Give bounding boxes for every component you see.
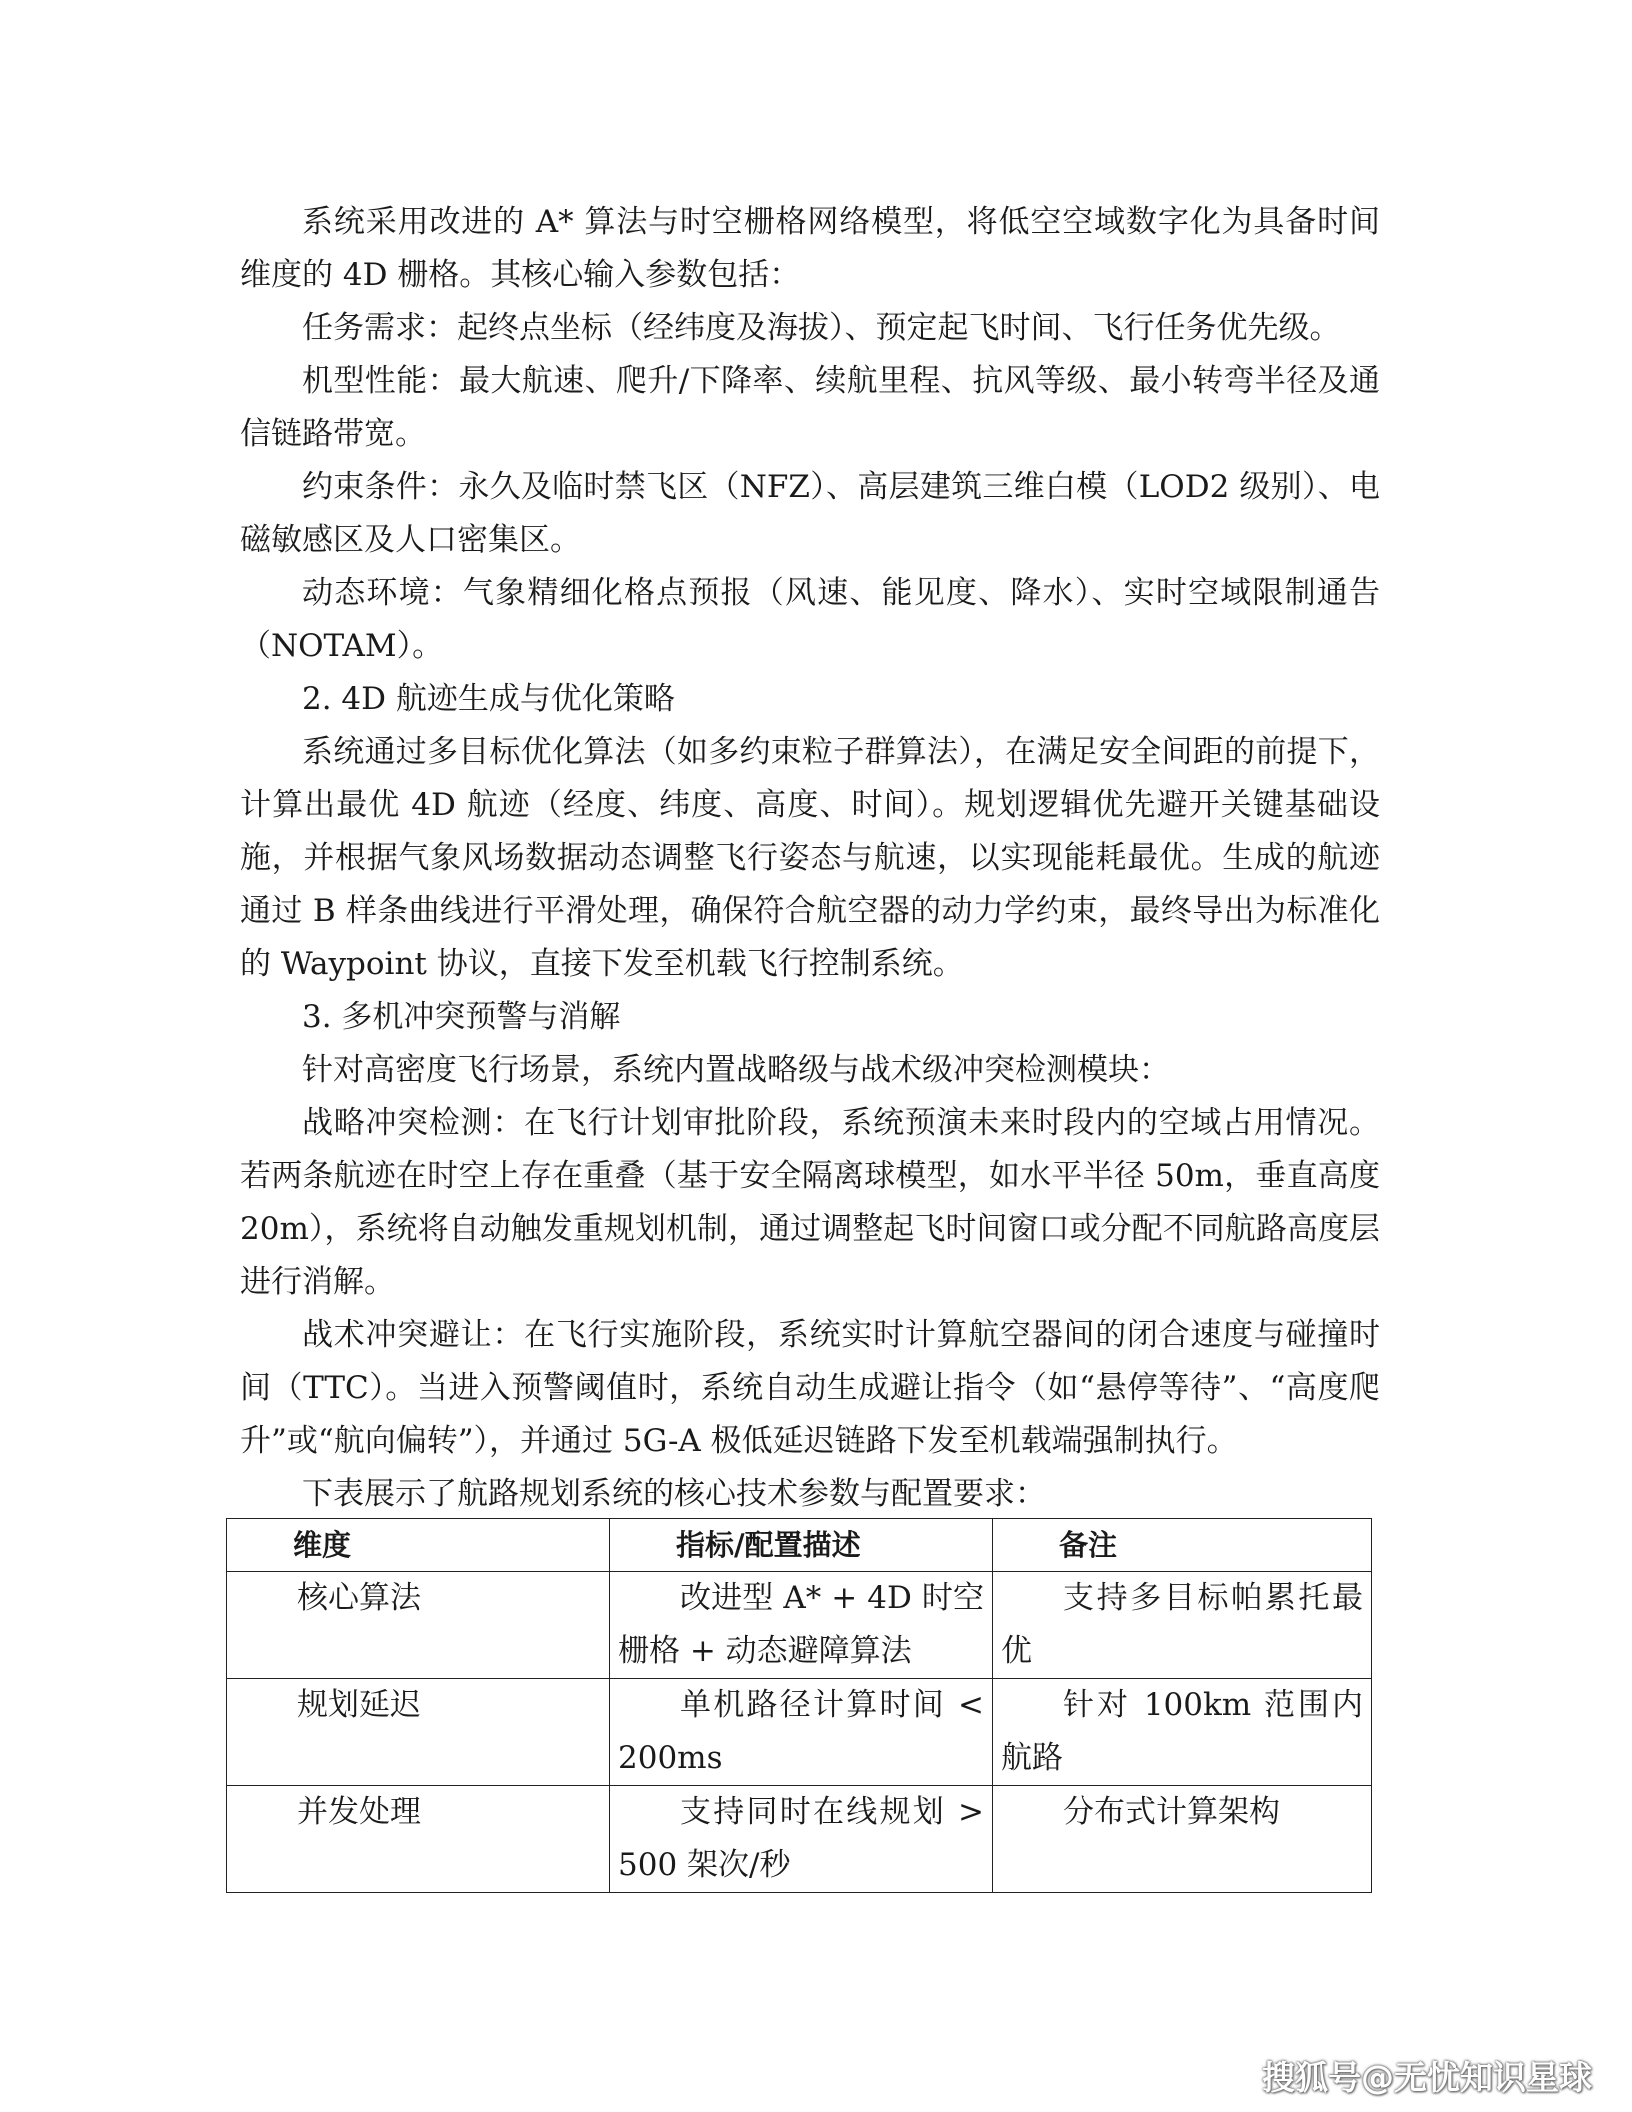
table-cell: 改进型 A* + 4D 时空栅格 + 动态避障算法 — [610, 1572, 993, 1679]
table-row — [227, 1679, 1372, 1786]
parameters-table — [226, 1518, 1372, 1893]
table-cell: 分布式计算架构 — [993, 1786, 1372, 1893]
paragraph-dynamic-environment: 动态环境：气象精细化格点预报（风速、能见度、降水）、实时空域限制通告（NOTAM）。 — [240, 575, 1380, 664]
table-header-dimension: 维度 — [227, 1519, 610, 1572]
table-cell: 核心算法 — [227, 1572, 610, 1679]
table-header-remarks: 备注 — [993, 1519, 1372, 1572]
paragraph-conflict-intro: 针对高密度飞行场景，系统内置战略级与战术级冲突检测模块： — [302, 1052, 1170, 1088]
paragraph-task-requirements: 任务需求：起终点坐标（经纬度及海拔）、预定起飞时间、飞行任务优先级。 — [302, 310, 1341, 346]
table-row — [227, 1572, 1372, 1679]
document-body — [240, 196, 1380, 1521]
paragraph-table-caption: 下表展示了航路规划系统的核心技术参数与配置要求： — [302, 1476, 1046, 1512]
table-cell: 并发处理 — [227, 1786, 610, 1893]
table-cell: 针对 100km 范围内航路 — [993, 1679, 1372, 1786]
paragraph-4d-trajectory: 系统通过多目标优化算法（如多约束粒子群算法），在满足安全间距的前提下，计算出最优 4D 航迹（经度、纬度、高度、时间）。规划逻辑优先避开关键基础设施，并根据气象风场数据动态调整飞行姿态与航速，以实现能耗最优。生成的航迹通过 B 样条曲线进行平滑处理，确保符合航空器的动力学约束，最终导出为标准化的 Waypoint 协议，直接下发至机载飞行控制系统。 — [240, 734, 1380, 982]
section-heading-conflict: 3. 多机冲突预警与消解 — [302, 999, 621, 1035]
table-cell: 支持同时在线规划 > 500 架次/秒 — [610, 1786, 993, 1893]
paragraph-constraints: 约束条件：永久及临时禁飞区（NFZ）、高层建筑三维白模（LOD2 级别）、电磁敏感区及人口密集区。 — [240, 469, 1380, 558]
paragraph-intro: 系统采用改进的 A* 算法与时空栅格网络模型，将低空空域数字化为具备时间维度的 4D 栅格。其核心输入参数包括： — [240, 204, 1380, 293]
section-heading-4d-trajectory: 2. 4D 航迹生成与优化策略 — [302, 681, 675, 717]
paragraph-tactical-conflict: 战术冲突避让：在飞行实施阶段，系统实时计算航空器间的闭合速度与碰撞时间（TTC）。当进入预警阈值时，系统自动生成避让指令（如“悬停等待”、“高度爬升”或“航向偏转”），并通过 5G-A 极低延迟链路下发至机载端强制执行。 — [240, 1317, 1380, 1459]
paragraph-aircraft-performance: 机型性能：最大航速、爬升/下降率、续航里程、抗风等级、最小转弯半径及通信链路带宽。 — [240, 363, 1380, 452]
watermark: 搜狐号@无忧知识星球 — [1262, 2058, 1592, 2097]
table-header-description: 指标/配置描述 — [610, 1519, 993, 1572]
table-header-row — [227, 1519, 1372, 1572]
table-cell: 单机路径计算时间 < 200ms — [610, 1679, 993, 1786]
table-cell: 支持多目标帕累托最优 — [993, 1572, 1372, 1679]
table-cell: 规划延迟 — [227, 1679, 610, 1786]
paragraph-strategic-conflict: 战略冲突检测：在飞行计划审批阶段，系统预演未来时段内的空域占用情况。若两条航迹在时空上存在重叠（基于安全隔离球模型，如水平半径 50m，垂直高度 20m），系统将自动触发重规划机制，通过调整起飞时间窗口或分配不同航路高度层进行消解。 — [240, 1105, 1380, 1300]
table-row — [227, 1786, 1372, 1893]
